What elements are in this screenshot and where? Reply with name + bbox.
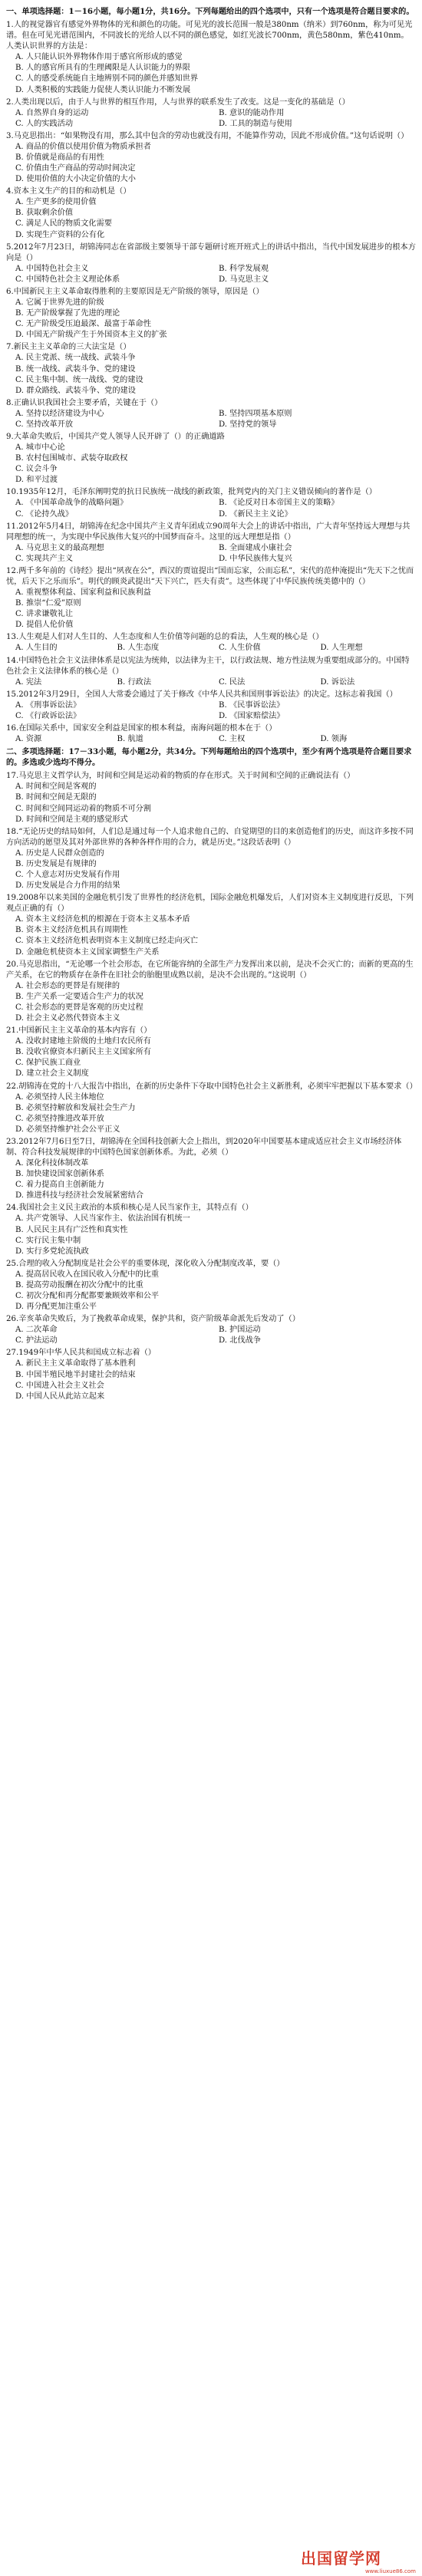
option: A. 生产更多的使用价值 [15, 198, 97, 207]
question-stem: 3.马克思指出：“如果物没有用，那么其中包含的劳动也就没有用，不能算作劳动，因此不形成价值。”这句话说明（） [6, 131, 409, 140]
watermark-url: www.liuxue86.com [364, 2568, 416, 2575]
option: B. 意识的能动作用 [219, 108, 285, 117]
option: B. 推崇“仁爱”原则 [15, 599, 81, 608]
option: D. 工具的制造与使用 [219, 119, 292, 128]
option: B. 无产阶级掌握了先进的理论 [15, 309, 120, 318]
option: B. 人民民主具有广泛性和真实性 [15, 1225, 128, 1234]
option: A. 资源 [15, 735, 42, 744]
question-options [6, 981, 416, 1024]
option: C. 民法 [219, 677, 246, 687]
option: A. 《刑事诉讼法》 [15, 700, 81, 710]
question [6, 1348, 416, 1402]
option: C. 社会形态的更替是客观的历史过程 [15, 1003, 143, 1012]
option: A. 资本主义经济危机的根源在于资本主义基本矛盾 [15, 915, 190, 924]
option: C. 讲求谦敬礼让 [15, 610, 74, 619]
question-options [6, 734, 416, 745]
question-options [6, 298, 416, 341]
question-options [6, 1325, 416, 1346]
option: C. 保护民族工商业 [15, 1059, 81, 1068]
question [6, 1314, 416, 1346]
option: D. 实现生产资料的公有化 [15, 230, 105, 239]
question-options [6, 353, 416, 396]
question [6, 1026, 416, 1079]
question-stem: 13.人生观是人们对人生目的、人生态度和人生价值等问题的总的看法，人生观的核心是（） [6, 633, 324, 642]
option: C. 人的实践活动 [15, 119, 74, 128]
option: B. 提高劳动报酬在初次分配中的比重 [15, 1280, 143, 1290]
question [6, 97, 416, 130]
section-2-questions [6, 771, 416, 1402]
question-stem: 25.合理的收入分配制度是社会公平的重要体现，深化收入分配制度改革，要（） [6, 1259, 285, 1268]
option: A. 时间和空间是客观的 [15, 782, 97, 792]
option: B. 科学发展观 [219, 264, 269, 273]
option: C. 初次分配和再分配都要兼顾效率和公平 [15, 1291, 160, 1300]
option: D. 群众路线、武装斗争、党的建设 [15, 386, 136, 395]
option: D. 《新民主主义论》 [219, 509, 292, 519]
option: B. 人生态度 [117, 644, 160, 653]
option: D. 推进科技与经济社会发展紧密结合 [15, 1191, 144, 1201]
option: C. 着力提高自主创新能力 [15, 1181, 104, 1190]
option: C. 无产阶级受压迫最深、最富于革命性 [15, 320, 151, 329]
option: D. 领海 [320, 735, 348, 744]
option: A. 社会形态的更替是有规律的 [15, 981, 120, 990]
option: B. 农村包围城市、武装夺取政权 [15, 454, 128, 463]
option: D. 人类积极的实践能力促使人类认识能力不断发展 [15, 85, 191, 94]
option: C. 必须坚持推进改革开放 [15, 1114, 104, 1123]
question-stem: 7.新民主主义革命的三大法宝是（） [6, 343, 131, 352]
question-stem: 14.中国特色社会主义法律体系是以宪法为统帅，以法律为主干，以行政法规、地方性法规为重要组成部分的。中国特色社会主义法律体系的核心是（） [6, 656, 410, 676]
question-options [6, 1359, 416, 1402]
option: D. 中华民族伟大复兴 [219, 554, 292, 563]
question-stem: 24.我国社会主义民主政治的本质和核心是人民当家作主，其特点有（） [6, 1204, 253, 1213]
option: A. 没收封建地主阶级的土地归农民所有 [15, 1037, 151, 1046]
question-options [6, 588, 416, 631]
question-options [6, 1036, 416, 1079]
option: C. 人的感受系统能自主地辨别不同的颜色并感知世界 [15, 74, 199, 84]
question-options [6, 700, 416, 722]
question-stem: 12.两千多年前的《诗经》提出“夙夜在公”，西汉的贾谊提出“国而忘家，公而忘私”，宋代的范仲淹提出“先天下之忧而忧，后天下之乐而乐”。明代的顾炎武提出“天下兴亡，匹夫有责”。这些体现了中华民族传统美德中的（） [6, 566, 414, 586]
question-options [6, 498, 416, 519]
option: C. 中国进入社会主义社会 [15, 1381, 104, 1390]
option: C. 坚持改革开放 [15, 420, 74, 429]
option: B. 全面建成小康社会 [219, 543, 292, 552]
option: B. 航道 [117, 735, 143, 744]
option: A. 坚持以经济建设为中心 [15, 409, 104, 418]
question-options [6, 409, 416, 430]
question-stem: 26.辛亥革命失败后，为了挽救革命成果，保护共和，资产阶级革命派先后发动了（） [6, 1315, 300, 1324]
option: B. 获取剩余价值 [15, 209, 74, 218]
option: A. 重视整体利益、国家利益和民族利益 [15, 588, 151, 598]
option: D. 建立社会主义制度 [15, 1069, 89, 1079]
question-stem: 16.在国际关系中，国家安全利益是国家的根本利益，南海问题的根本在于（） [6, 724, 277, 733]
question [6, 566, 416, 631]
question-options [6, 782, 416, 825]
option: D. 北伐战争 [219, 1336, 262, 1346]
option: A. 自然界自身的运动 [15, 108, 89, 117]
question [6, 827, 416, 891]
option: C. 《行政诉讼法》 [15, 711, 81, 720]
option: A. 它属于世界先进的阶级 [15, 298, 104, 308]
option: C. 中国特色社会主义理论体系 [15, 275, 120, 284]
option: D. 和平过渡 [15, 476, 58, 485]
option: D. 使用价值的大小决定价值的大小 [15, 175, 136, 184]
option: A. 《中国革命战争的战略问题》 [15, 499, 128, 508]
option: D. 实行多党轮流执政 [15, 1247, 89, 1256]
question-stem: 10.1935年12月，毛泽东阐明党的抗日民族统一战线的新政策，批判党内的关门主义错误倾向的著作是（） [6, 488, 377, 497]
question [6, 342, 416, 396]
question-options [6, 52, 416, 95]
question [6, 20, 416, 96]
question-options [6, 643, 416, 654]
option: B. 《论反对日本帝国主义的策略》 [219, 499, 339, 508]
question-stem: 11.2012年5月4日，胡锦涛在纪念中国共产主义青年团成立90周年大会上的讲话中指出，广大青年坚持远大理想与共同理想的统一，为实现中华民族伟大复兴的中国梦而奋斗。这里的远大理想是指（） [6, 522, 410, 542]
option: D. 再分配更加注重公平 [15, 1303, 97, 1312]
question-stem: 18.“无论历史的结局如何，人们总是通过每一个人追求他自己的、自觉期望的目的来创造他们的历史，而这许多按不同方向活动的愿望及其对外部世界的各种各样作用的合力，就是历史。”这段话表明（） [6, 827, 414, 847]
question-stem: 9.大革命失败后，中国共产党人领导人民开辟了（）的正确道路 [6, 432, 225, 441]
question [6, 1203, 416, 1257]
question [6, 242, 416, 285]
option: D. 《国家赔偿法》 [219, 711, 285, 720]
option: A. 必须坚持人民主体地位 [15, 1092, 104, 1102]
question-options [6, 543, 416, 565]
question-options [6, 1214, 416, 1257]
option: B. 价值就是商品的有用性 [15, 153, 104, 163]
question-options [6, 264, 416, 285]
question-stem: 15.2012年3月29日，全国人大常委会通过了关于修改《中华人民共和国刑事诉讼法》的决定。这标志着我国（） [6, 690, 397, 699]
question-options [6, 848, 416, 891]
question-stem: 20.马克思指出，“无论哪一个社会形态，在它所能容纳的全部生产力发挥出来以前，是决不会灭亡的；而新的更高的生产关系，在它的物质存在条件在旧社会的胎胞里成熟以前，是决不会出现的。”这说明（） [6, 960, 414, 980]
option: D. 时间和空间是主观的感觉形式 [15, 815, 128, 824]
question [6, 960, 416, 1024]
watermark-logo-text: 出国留学网 [301, 2549, 381, 2568]
option: C. 实行民主集中制 [15, 1236, 81, 1245]
question [6, 1137, 416, 1201]
option: C. 护法运动 [15, 1336, 58, 1346]
option: B. 统一战线、武装斗争、党的建设 [15, 364, 136, 374]
option: A. 新民主主义革命取得了基本胜利 [15, 1359, 136, 1369]
option: D. 社会主义必然代替资本主义 [15, 1014, 120, 1023]
option: B. 中国半殖民地半封建社会的结束 [15, 1370, 136, 1379]
question [6, 723, 416, 745]
question [6, 1082, 416, 1135]
option: A. 马克思主义的最高理想 [15, 543, 104, 552]
question-stem: 27.1949年中华人民共和国成立标志着（） [6, 1349, 156, 1358]
option: A. 民主党派、统一战线、武装斗争 [15, 354, 136, 363]
option: D. 必须坚持维护社会公平正义 [15, 1125, 120, 1134]
option: A. 深化科技体制改革 [15, 1159, 89, 1168]
option: D. 马克思主义 [219, 275, 269, 284]
question [6, 656, 416, 688]
option: C. 主权 [219, 735, 246, 744]
option: A. 中国特色社会主义 [15, 264, 89, 273]
option: C. 《论持久战》 [15, 509, 74, 519]
question-options [6, 108, 416, 130]
question-stem: 17.马克思主义哲学认为，时间和空间是运动着的物质的存在形式。关于时间和空间的正确说法有（） [6, 772, 355, 781]
question-stem: 22.胡锦涛在党的十八大报告中指出，在新的历史条件下夺取中国特色社会主义新胜利，必须牢牢把握以下基本要求（） [6, 1082, 417, 1091]
option: D. 坚持党的领导 [219, 420, 277, 429]
question-options [6, 914, 416, 957]
question-options [6, 1158, 416, 1201]
option: B. 坚持四项基本原则 [219, 409, 292, 418]
option: D. 诉讼法 [320, 677, 355, 687]
option: B. 历史发展是有规律的 [15, 859, 97, 868]
question [6, 487, 416, 519]
option: A. 共产党领导、人民当家作主、依法治国有机统一 [15, 1214, 190, 1224]
question-stem: 5.2012年7月23日，胡锦涛同志在省部级主要领导干部专题研讨班开班式上的讲话中指出，当代中国发展进步的根本方向是（） [6, 242, 416, 262]
option: D. 中国无产阶级产生于外国资本主义的扩张 [15, 331, 167, 340]
question-options [6, 443, 416, 486]
option: B. 《民事诉讼法》 [219, 700, 285, 710]
question-stem: 6.中国新民主主义革命取得胜利的主要原因是无产阶级的领导，原因是（） [6, 287, 264, 296]
question-stem: 19.2008年以来美国的金融危机引发了世界性的经济危机，国际金融危机爆发后，人们对资本主义制度进行反思，下列观点正确的有（） [6, 894, 414, 914]
question-options [6, 197, 416, 240]
option: B. 时间和空间是无限的 [15, 793, 97, 802]
question [6, 398, 416, 430]
section-2-header: 二、多项选择题：17－33小题，每小题2分，共34分。下列每题给出的四个选项中，至少有两个选项是符合题目要求的。多选或少选均不得分。 [6, 747, 412, 768]
option: C. 民主集中制、统一战线、党的建设 [15, 375, 143, 384]
option: D. 历史发展是合力作用的结果 [15, 881, 120, 891]
question [6, 432, 416, 486]
option: A. 商品的价值以使用价值为物质承担者 [15, 142, 151, 151]
option: D. 中国人民从此站立起来 [15, 1392, 105, 1401]
option: C. 人生价值 [219, 644, 261, 653]
question-options [6, 142, 416, 185]
option: C. 满足人民的物质文化需要 [15, 219, 112, 229]
option: C. 资本主义经济危机表明资本主义制度已经走向灭亡 [15, 937, 199, 946]
question [6, 287, 416, 341]
option: A. 二次革命 [15, 1326, 58, 1335]
option: B. 必须坚持解放和发展社会生产力 [15, 1103, 136, 1112]
option: A. 历史是人民群众创造的 [15, 848, 104, 858]
watermark-logo [301, 2548, 416, 2570]
option: C. 时间和空间同运动着的物质不可分割 [15, 804, 151, 813]
option: B. 人的感官所具有的生理阈限是人认识能力的界限 [15, 64, 190, 73]
question-stem: 4.资本主义生产的目的和动机是（） [6, 187, 131, 196]
question-stem: 21.中国新民主主义革命的基本内容有（） [6, 1026, 152, 1036]
question [6, 690, 416, 722]
question-options [6, 1092, 416, 1135]
question-stem: 23.2012年7月6日至7日，胡锦涛在全国科技创新大会上指出，到2020年中国要基本建成适应社会主义市场经济体制、符合科技发展规律的中国特色国家创新体系。为此，必须（） [6, 1137, 402, 1157]
option: D. 提倡人伦价值 [15, 621, 74, 630]
option: A. 人只能认识外界物体作用于感官所形成的感觉 [15, 53, 183, 62]
question [6, 893, 416, 957]
question-stem: 1.人的视觉器官有感觉外界物体的光和颜色的功能。可见光的波长范围一般是380nm（纳米）到760nm，称为可见光谱。但在可见光谱范围内，不同波长的光给人以不同的颜色感觉，如红光波长700nm，黄色580nm，紫色410nm。人类认识世界的方法是： [6, 21, 413, 51]
option: C. 实现共产主义 [15, 554, 74, 563]
question-options [6, 677, 416, 688]
question [6, 771, 416, 825]
question-options [6, 1270, 416, 1313]
option: C. 价值由生产商品的劳动时间决定 [15, 164, 136, 173]
option: D. 金融危机使资本主义国家调整生产关系 [15, 947, 160, 957]
option: B. 没收官僚资本归新民主主义国家所有 [15, 1048, 151, 1057]
option: B. 加快建设国家创新体系 [15, 1170, 104, 1179]
question [6, 1259, 416, 1313]
option: B. 生产关系一定要适合生产力的状况 [15, 992, 143, 1001]
option: B. 行政法 [117, 677, 152, 687]
option: C. 个人意志对历史发展有作用 [15, 871, 120, 880]
question [6, 632, 416, 654]
question-stem: 2.人类出现以后，由于人与世界的相互作用，人与世界的联系发生了改变。这是一变化的基础是（） [6, 97, 350, 107]
question-stem: 8.正确认识我国社会主要矛盾，关键在于（） [6, 398, 163, 407]
section-1-header: 一、单项选择题：1－16小题，每小题1分，共16分。下列每题给出的四个选项中，只有一个选项是符合题目要求的。 [6, 7, 414, 16]
option: B. 护国运动 [219, 1326, 261, 1335]
option: B. 资本主义经济危机具有周期性 [15, 926, 128, 935]
option: A. 提高居民收入在国民收入分配中的比重 [15, 1270, 160, 1279]
section-1-questions [6, 20, 416, 745]
question [6, 186, 416, 240]
question [6, 522, 416, 565]
option: A. 宪法 [15, 677, 42, 687]
option: A. 城市中心论 [15, 443, 65, 453]
question [6, 131, 416, 185]
option: A. 人生目的 [15, 644, 58, 653]
option: D. 人生理想 [320, 644, 363, 653]
option: C. 议会斗争 [15, 465, 58, 474]
